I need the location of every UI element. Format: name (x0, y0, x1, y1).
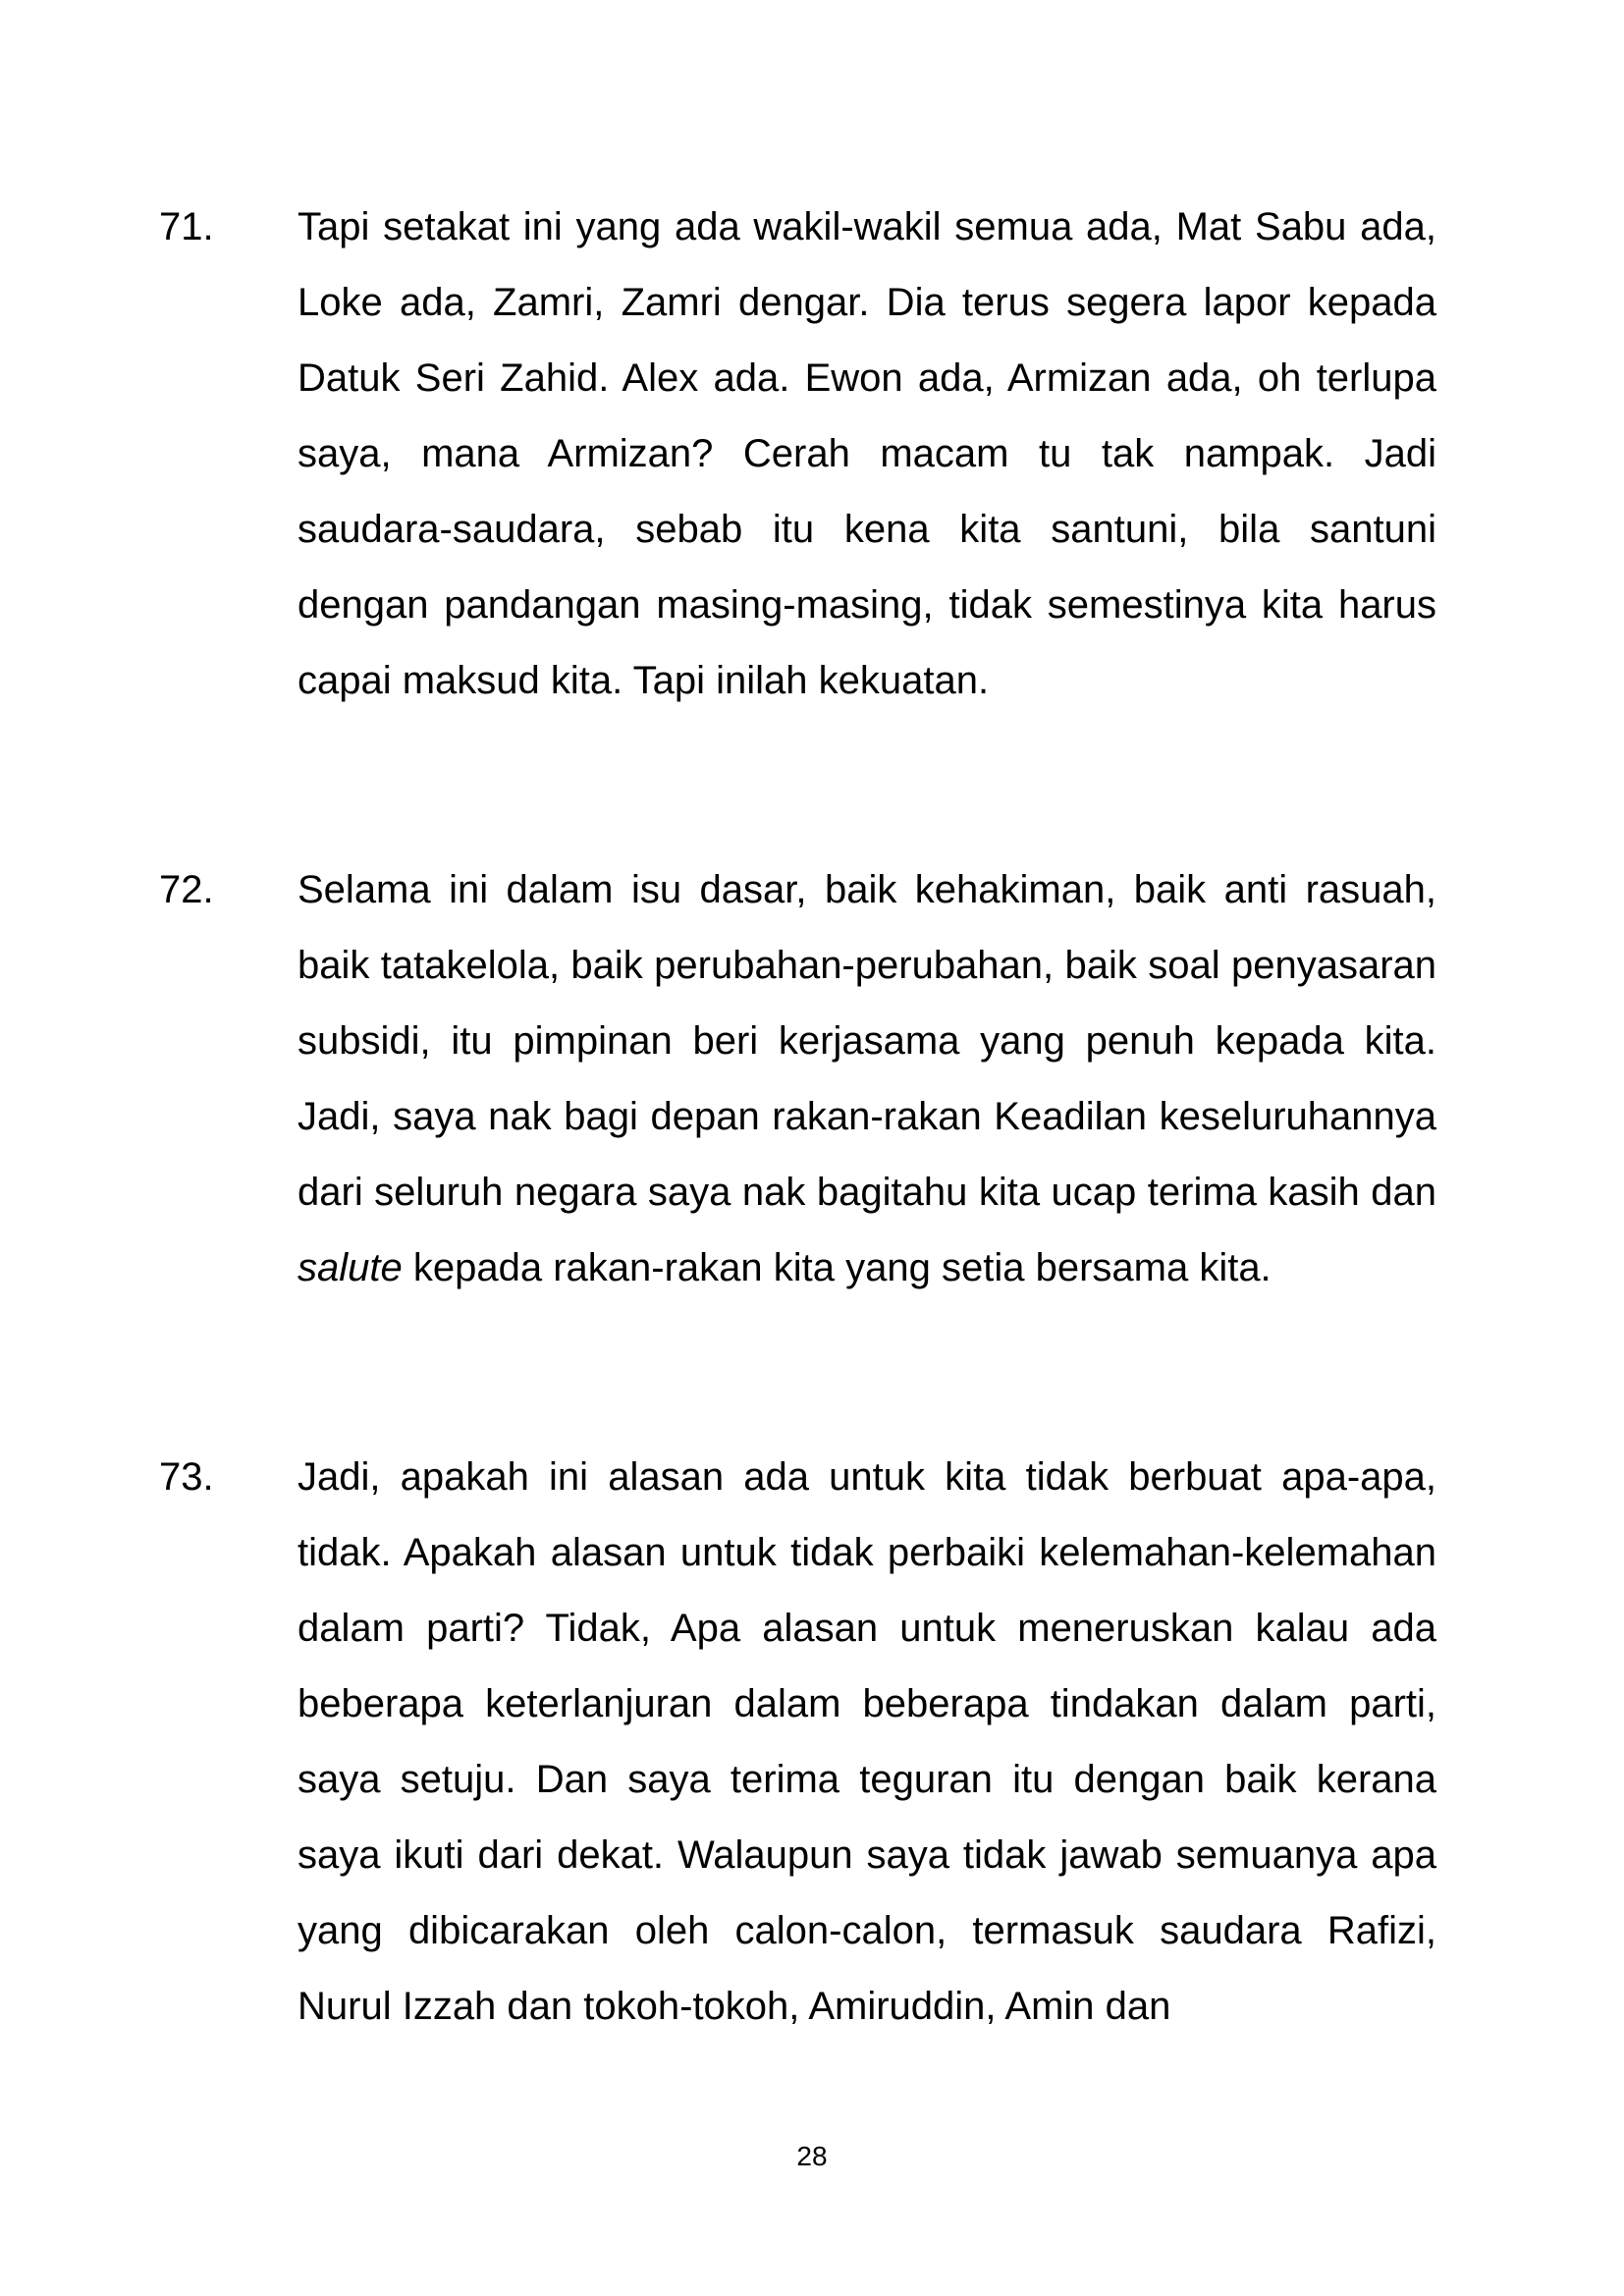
paragraph-text (298, 852, 1436, 1306)
paragraph-number: 73. (159, 1455, 214, 1499)
paragraph-text-part: kepada rakan-rakan kita yang setia bersama kita. (402, 1246, 1272, 1289)
paragraph-text-part: Selama ini dalam isu dasar, baik kehakiman, baik anti rasuah, baik tatakelola, baik perubahan-perubahan, baik soal penyasaran subsidi, itu pimpinan beri kerjasama yang penuh kepada kita. Jadi, saya nak bagi depan rakan-rakan Keadilan keseluruhannya dari seluruh negara saya nak bagitahu kita ucap terima kasih dan (298, 868, 1436, 1214)
paragraph-number: 71. (159, 205, 214, 248)
paragraph-text: Jadi, apakah ini alasan ada untuk kita tidak berbuat apa-apa, tidak. Apakah alasan untuk tidak perbaiki kelemahan-kelemahan dalam parti? Tidak, Apa alasan untuk meneruskan kalau ada beberapa keterlanjuran dalam beberapa tindakan dalam parti, saya setuju. Dan saya terima teguran itu dengan baik kerana saya ikuti dari dekat. Walaupun saya tidak jawab semuanya apa yang dibicarakan oleh calon-calon, termasuk saudara Rafizi, Nurul Izzah dan tokoh-tokoh, Amiruddin, Amin dan (298, 1455, 1436, 2028)
page-number: 28 (796, 2141, 828, 2171)
paragraph-number: 72. (159, 868, 214, 911)
paragraph-text: Tapi setakat ini yang ada wakil-wakil semua ada, Mat Sabu ada, Loke ada, Zamri, Zamri dengar. Dia terus segera lapor kepada Datuk Seri Zahid. Alex ada. Ewon ada, Armizan ada, oh terlupa saya, mana Armizan? Cerah macam tu tak nampak. Jadi saudara-saudara, sebab itu kena kita santuni, bila santuni dengan pandangan masing-masing, tidak semestinya kita harus capai maksud kita. Tapi inilah kekuatan. (298, 205, 1436, 702)
italic-word: salute (298, 1246, 403, 1289)
